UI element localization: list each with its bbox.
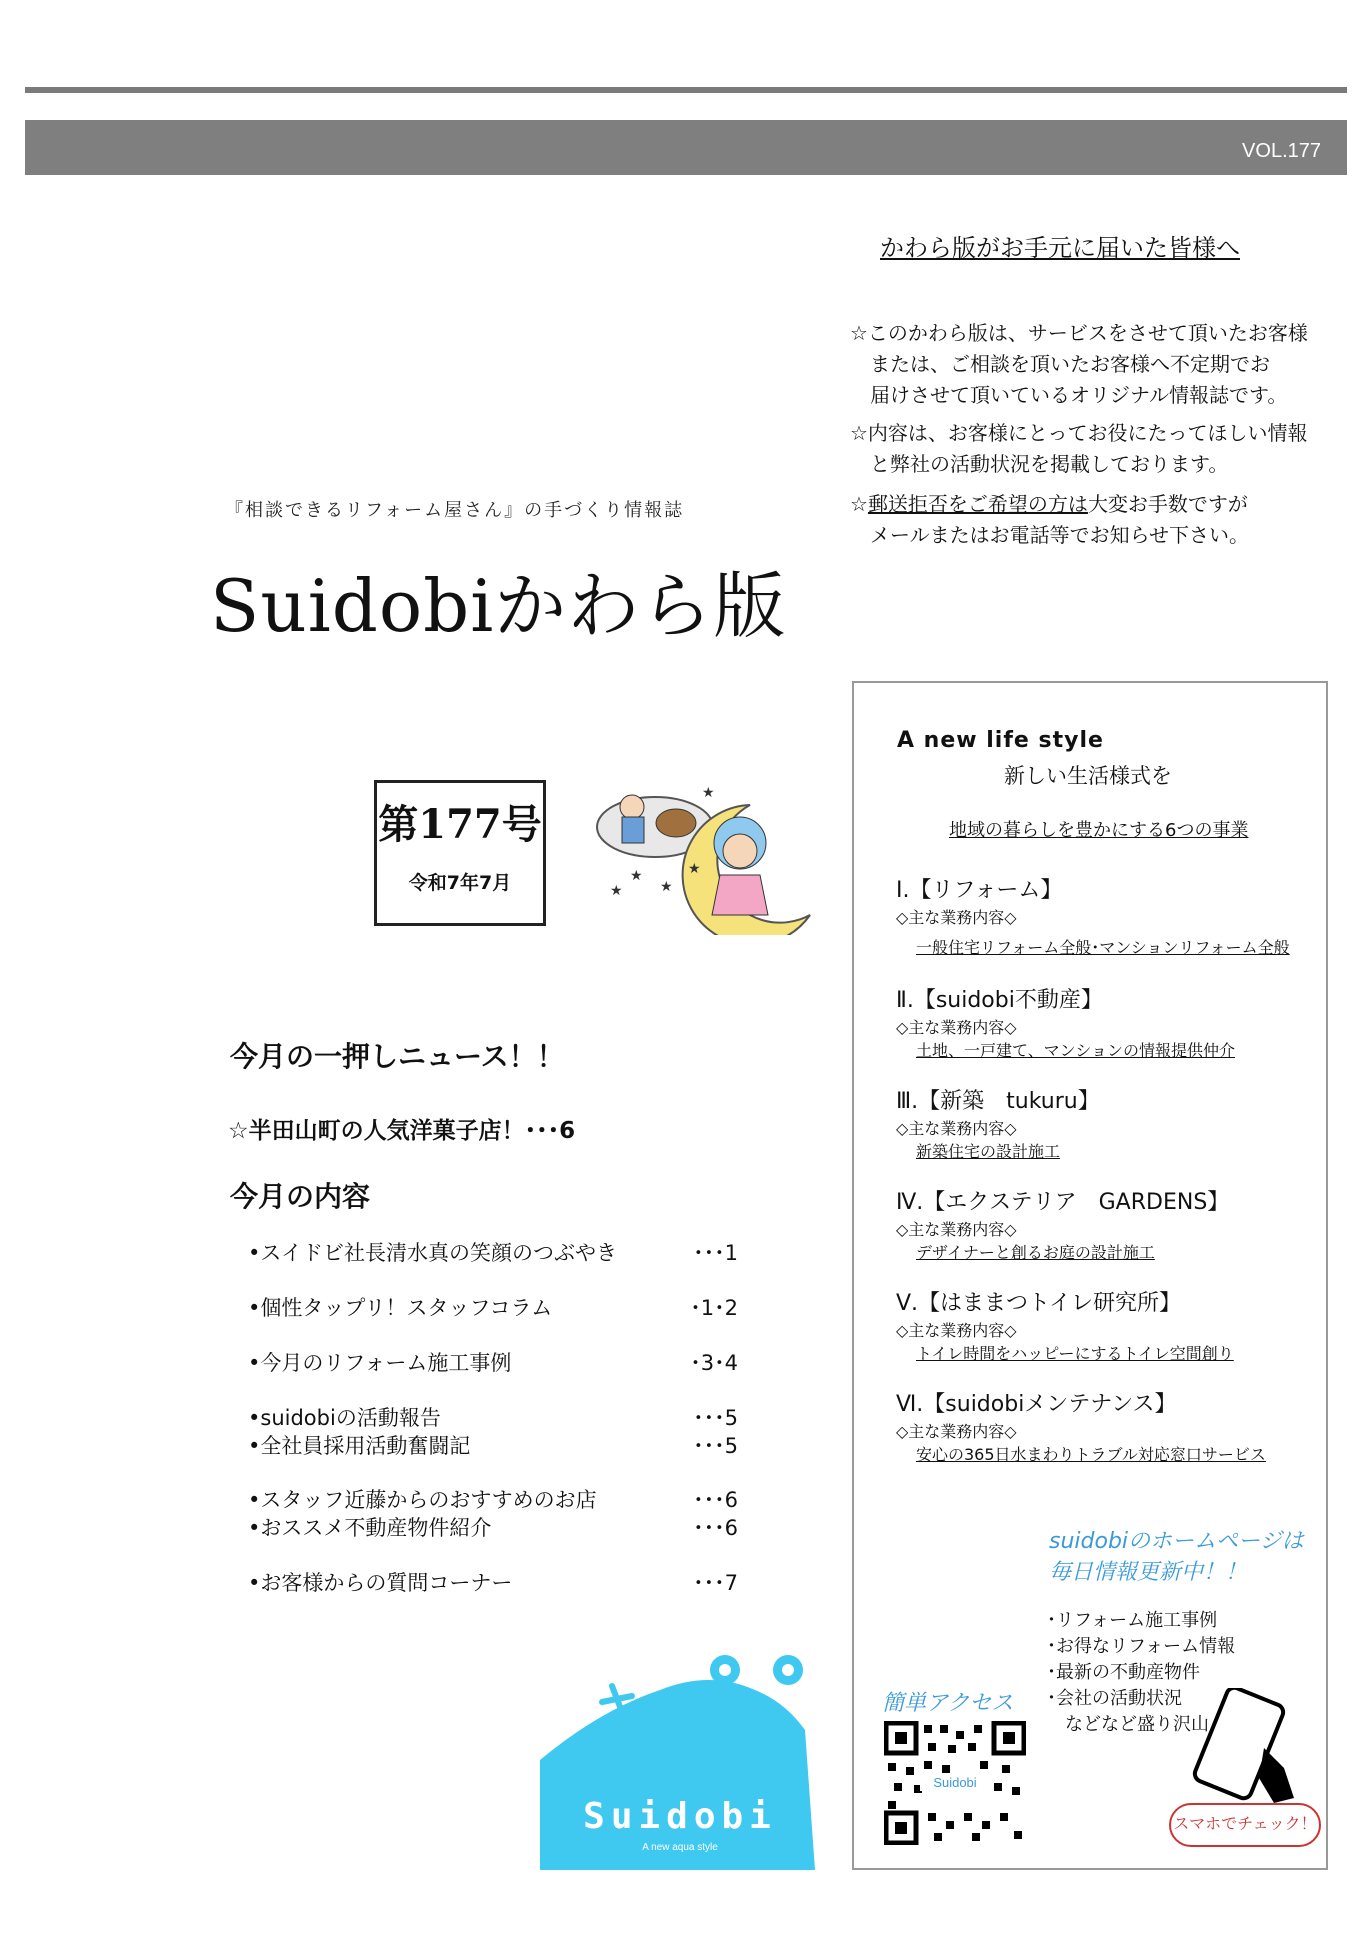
business-heading: Ⅳ.【エクステリア GARDENS】 bbox=[896, 1190, 1230, 1215]
business-heading: Ⅴ.【はままつトイレ研究所】 bbox=[896, 1291, 1181, 1316]
volume-label: VOL.177 bbox=[1242, 140, 1321, 162]
business-sublabel: ◇主な業務内容◇ bbox=[896, 908, 1017, 927]
toc-item bbox=[248, 1347, 738, 1377]
issue-box bbox=[374, 780, 546, 926]
business-heading: Ⅲ.【新築 tukuru】 bbox=[896, 1089, 1100, 1114]
toc-page: ･･･5 bbox=[693, 1434, 738, 1458]
smartphone-check-bubble: スマホでチェック！ bbox=[1169, 1803, 1321, 1847]
business-sublabel: ◇主な業務内容◇ bbox=[896, 1119, 1017, 1138]
toc-item bbox=[248, 1512, 738, 1542]
qr-finder bbox=[895, 1732, 907, 1744]
toc-item bbox=[248, 1430, 738, 1460]
toc-title: •個性タップリ！スタッフコラム bbox=[248, 1296, 553, 1320]
logo-subtext: A new aqua style bbox=[642, 1842, 718, 1853]
toc-page: ･･･6 bbox=[693, 1488, 738, 1512]
lifestyle-jp: 新しい生活様式を bbox=[1004, 764, 1172, 788]
smartphone-icon bbox=[1174, 1688, 1324, 1808]
tanabata-illustration bbox=[590, 765, 820, 935]
hikoboshi-body bbox=[622, 817, 644, 843]
toc-title: •全社員採用活動奮闘記 bbox=[248, 1434, 471, 1458]
issue-date: 令和7年7月 bbox=[408, 872, 512, 894]
orihime-head bbox=[723, 834, 757, 868]
logo-pupil-left bbox=[719, 1664, 731, 1676]
toc-page: ･3･4 bbox=[690, 1351, 738, 1375]
hikoboshi-head bbox=[620, 795, 644, 819]
business-description: 土地、一戸建て、マンションの情報提供仲介 bbox=[916, 1041, 1235, 1060]
notice-3-underlined: 郵送拒否をご希望の方は bbox=[867, 492, 1088, 516]
toc-title: •おススメ不動産物件紹介 bbox=[248, 1516, 492, 1540]
notice-3-rest: 大変お手数ですが メールまたはお電話等でお知らせ下さい。 bbox=[869, 492, 1249, 547]
news-item: ☆半田山町の人気洋菓子店！･･･6 bbox=[228, 1118, 576, 1144]
star-icon: ★ bbox=[660, 879, 673, 895]
qr-code[interactable] bbox=[884, 1721, 1026, 1845]
toc-page: ･･･7 bbox=[693, 1571, 738, 1595]
business-sublabel: ◇主な業務内容◇ bbox=[896, 1220, 1017, 1239]
header-bar bbox=[25, 120, 1347, 175]
notice-1: ☆このかわら版は、サービスをさせて頂いたお客様 または、ご相談を頂いたお客様へ不定期でお 届けさせて頂いているオリジナル情報誌です。 bbox=[850, 321, 1308, 407]
homepage-notice: suidobiのホームページは 毎日情報更新中！！ bbox=[1049, 1529, 1304, 1585]
star-icon: ★ bbox=[702, 785, 715, 801]
toc-title: •今月のリフォーム施工事例 bbox=[248, 1351, 512, 1375]
toc-item bbox=[248, 1567, 738, 1597]
business-sublabel: ◇主な業務内容◇ bbox=[896, 1018, 1017, 1037]
six-business-heading: 地域の暮らしを豊かにする6つの事業 bbox=[949, 820, 1249, 841]
business-description: デザイナーと創るお庭の設計施工 bbox=[916, 1243, 1155, 1262]
toc-title: •スタッフ近藤からのおすすめのお店 bbox=[248, 1488, 597, 1512]
news-heading: 今月の一押しニュース！！ bbox=[230, 1040, 565, 1073]
business-description: トイレ時間をハッピーにするトイレ空間創り bbox=[916, 1344, 1234, 1363]
suidobi-logo bbox=[540, 1650, 820, 1870]
toc-page: ･･･5 bbox=[693, 1406, 738, 1430]
top-rule bbox=[25, 87, 1347, 93]
notice-3-mark: ☆ bbox=[850, 492, 868, 516]
toc-page: ･･･6 bbox=[693, 1516, 738, 1540]
business-description: 一般住宅リフォーム全般･マンションリフォーム全般 bbox=[916, 938, 1290, 957]
contents-heading: 今月の内容 bbox=[230, 1180, 371, 1213]
business-sidebar bbox=[852, 681, 1328, 1870]
toc-item bbox=[248, 1484, 738, 1514]
star-icon: ★ bbox=[688, 861, 701, 877]
toc-title: •スイドビ社長清水真の笑顔のつぶやき bbox=[248, 1241, 617, 1265]
notice-3 bbox=[850, 489, 1249, 551]
business-description: 安心の365日水まわりトラブル対応窓口サービス bbox=[916, 1445, 1266, 1464]
orihime-dress bbox=[712, 875, 768, 915]
toc-page: ･1･2 bbox=[690, 1296, 738, 1320]
toc-title: •お客様からの質問コーナー bbox=[248, 1571, 513, 1595]
toc-item bbox=[248, 1237, 738, 1267]
star-icon: ★ bbox=[630, 868, 643, 884]
toc-item bbox=[248, 1402, 738, 1432]
greeting-title: かわら版がお手元に届いた皆様へ bbox=[880, 234, 1240, 262]
cow-icon bbox=[656, 809, 696, 837]
logo-text: Suidobi bbox=[583, 1796, 777, 1837]
business-sublabel: ◇主な業務内容◇ bbox=[896, 1422, 1017, 1441]
notice-2: ☆内容は、お客様にとってお役にたってほしい情報 と弊社の活動状況を掲載しております。 bbox=[850, 421, 1308, 476]
business-description: 新築住宅の設計施工 bbox=[916, 1142, 1061, 1161]
tagline: 『相談できるリフォーム屋さん』の手づくり情報誌 bbox=[225, 500, 685, 521]
masthead-title: Suidobiかわら版 bbox=[210, 564, 787, 648]
homepage-list: ･リフォーム施工事例 ･お得なリフォーム情報 ･最新の不動産物件 ･会社の活動状況 などなど盛り沢山 bbox=[1047, 1610, 1236, 1735]
toc-page: ･･･1 bbox=[693, 1241, 738, 1265]
business-heading: Ⅵ.【suidobiメンテナンス】 bbox=[896, 1392, 1177, 1417]
toc-title: •suidobiの活動報告 bbox=[248, 1406, 441, 1430]
easy-access-label: 簡単アクセス bbox=[882, 1691, 1014, 1716]
hand-icon bbox=[1259, 1748, 1294, 1803]
qr-finder bbox=[895, 1822, 907, 1834]
business-heading: Ⅱ.【suidobi不動産】 bbox=[896, 988, 1103, 1013]
toc-item bbox=[248, 1292, 738, 1322]
business-sublabel: ◇主な業務内容◇ bbox=[896, 1321, 1017, 1340]
business-heading: Ⅰ.【リフォーム】 bbox=[896, 878, 1063, 903]
lifestyle-en: A new life style bbox=[897, 728, 1104, 753]
qr-finder bbox=[1003, 1732, 1015, 1744]
star-icon: ★ bbox=[610, 883, 623, 899]
qr-label: Suidobi bbox=[933, 1775, 977, 1790]
logo-pupil-right bbox=[782, 1664, 794, 1676]
issue-number: 第177号 bbox=[378, 801, 542, 848]
